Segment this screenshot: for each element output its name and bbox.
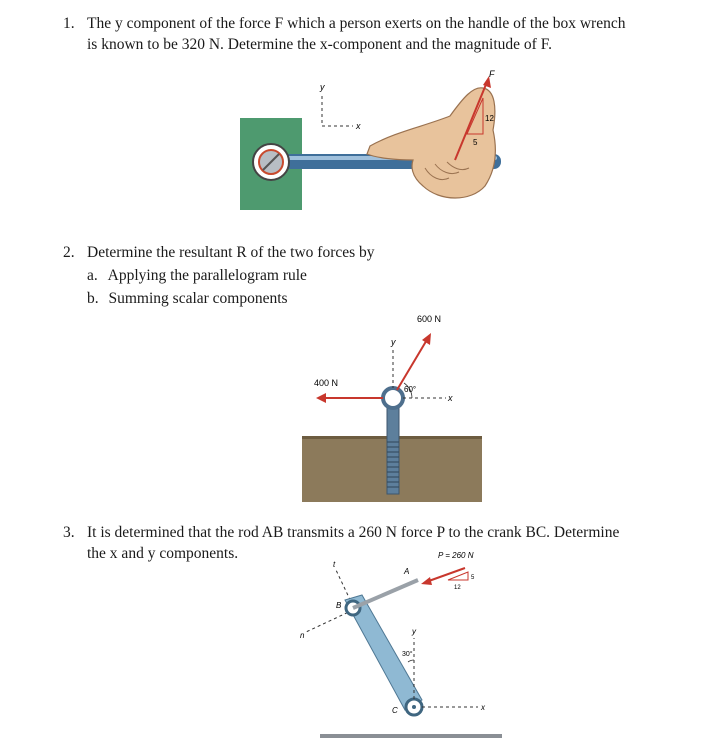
label-y: y (320, 82, 325, 92)
problem-2-sub-a (87, 265, 307, 286)
n-axis (306, 610, 353, 632)
label-C: C (392, 706, 398, 715)
bolt-shank (387, 408, 399, 494)
force-600-arrow (397, 338, 428, 390)
bolt-eye (383, 388, 403, 408)
problem-3-number: 3. (63, 524, 75, 541)
figure-box-wrench (235, 68, 515, 214)
figure-crank (290, 550, 510, 753)
label-x: x (356, 121, 361, 131)
problem-1-number: 1. (63, 15, 75, 32)
sub-b-text: Summing scalar components (108, 290, 288, 307)
sub-a-text: Applying the parallelogram rule (107, 267, 307, 284)
label-B: B (336, 601, 342, 610)
problem-3-line-2: the x and y components. (87, 545, 239, 562)
problem-1-line-1: The y component of the force F which a person exerts on the handle of the box wrench (87, 15, 626, 32)
label-A: A (404, 567, 410, 576)
ground-line (320, 734, 502, 738)
label-P: P = 260 N (438, 551, 474, 560)
label-5: 5 (473, 138, 478, 147)
problem-2-line-1: Determine the resultant R of the two forces by (87, 244, 375, 261)
label-30: 30° (402, 651, 413, 658)
label-400N: 400 N (314, 378, 339, 388)
figure-eye-bolt (300, 312, 485, 504)
rod-ab (353, 580, 418, 608)
problem-1-line-2: is known to be 320 N. Determine the x-component and the magnitude of F. (87, 36, 552, 53)
label-600N: 600 N (417, 314, 442, 324)
problem-2-sub-b (87, 288, 288, 309)
label-x: x (481, 703, 485, 712)
label-y: y (412, 627, 416, 636)
sub-b-marker: b. (87, 290, 99, 307)
sub-a-marker: a. (87, 267, 98, 284)
angle-arc (408, 660, 414, 662)
label-60: 60° (404, 385, 417, 394)
label-y: y (391, 337, 396, 347)
label-12: 12 (454, 585, 461, 591)
problem-2-number: 2. (63, 244, 75, 261)
label-x: x (448, 393, 453, 403)
label-n: n (300, 631, 305, 640)
problem-3-line-1: It is determined that the rod AB transmits a 260 N force P to the crank BC. Determine (87, 524, 620, 541)
problem-2 (63, 242, 703, 263)
label-12: 12 (485, 114, 494, 123)
label-F: F (489, 69, 495, 79)
problem-1 (63, 13, 703, 55)
label-5: 5 (471, 575, 475, 581)
label-t: t (333, 560, 336, 569)
